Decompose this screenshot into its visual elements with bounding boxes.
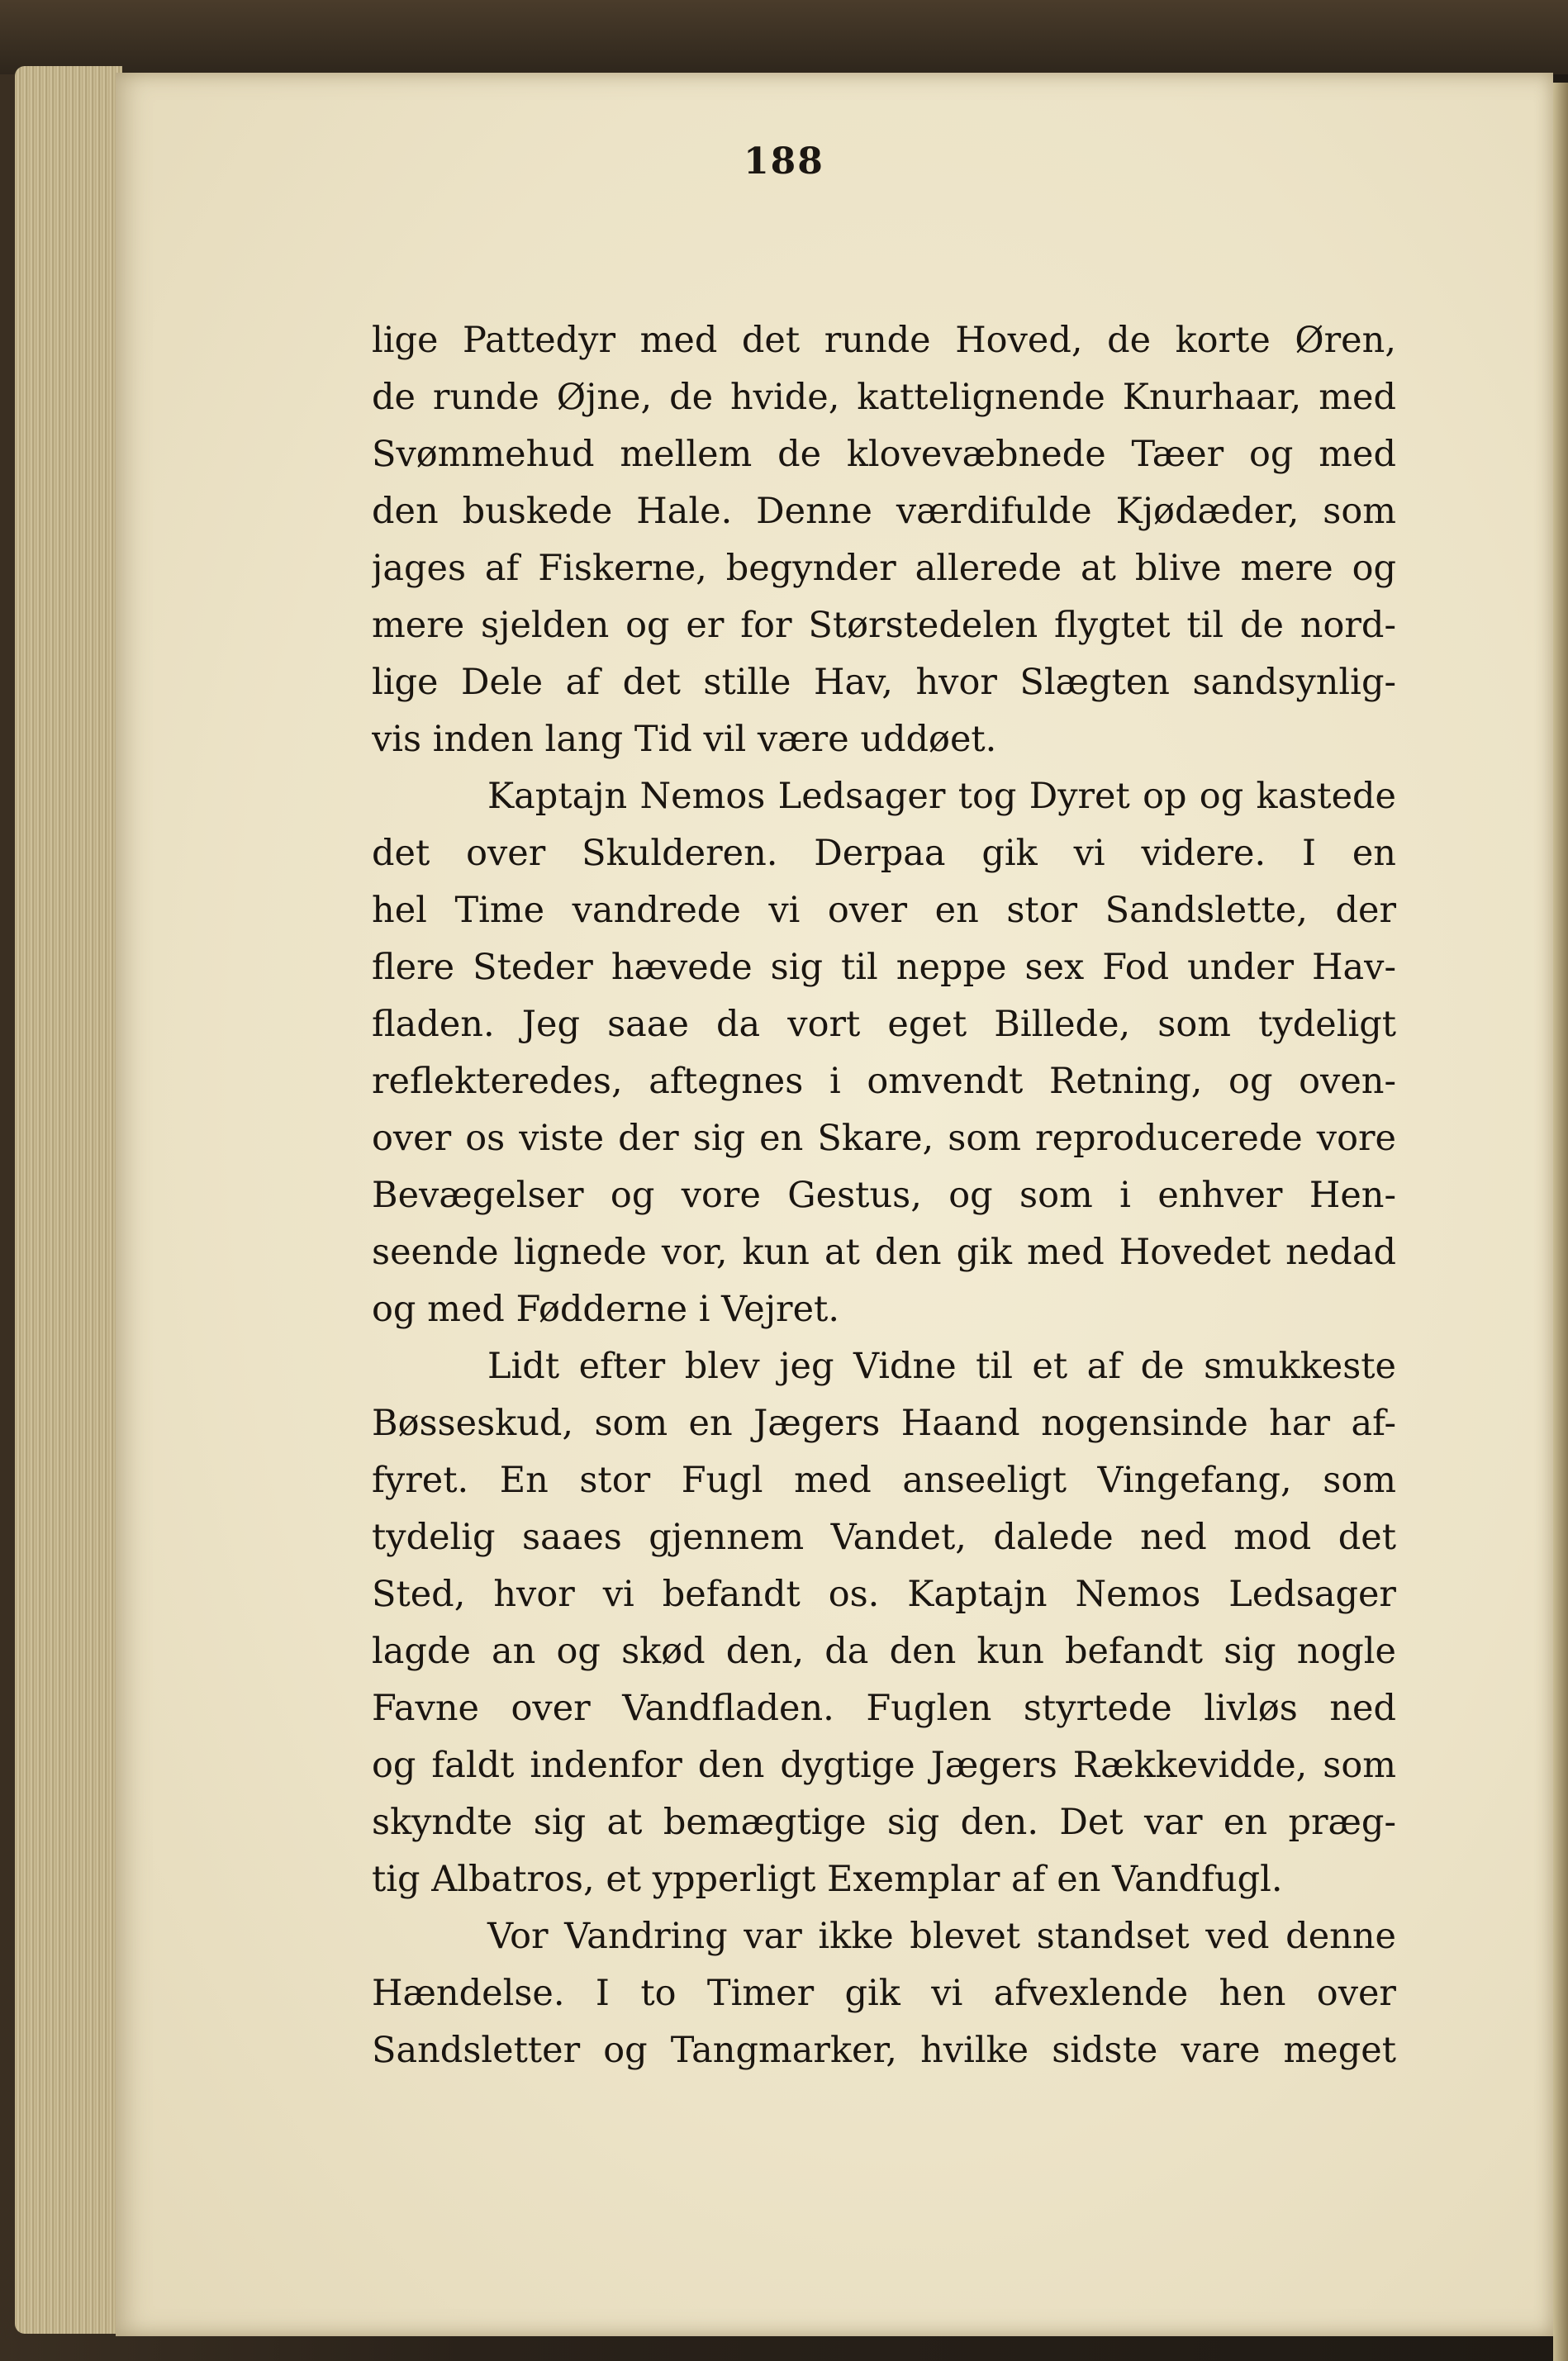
- text-line: mere sjelden og er for Størstedelen flygtet til de nord-: [372, 605, 1396, 646]
- text-line: lagde an og skød den, da den kun befandt sig nogle: [372, 1631, 1396, 1672]
- text-line: Sted, hvor vi befandt os. Kaptajn Nemos Ledsager: [372, 1574, 1396, 1615]
- text-line: seende lignede vor, kun at den gik med Hovedet nedad: [372, 1232, 1396, 1273]
- text-line: flere Steder hævede sig til neppe sex Fod under Hav-: [372, 947, 1396, 988]
- text-line: og med Fødderne i Vejret.: [372, 1289, 839, 1330]
- text-line: tydelig saaes gjennem Vandet, dalede ned mod det: [372, 1517, 1396, 1558]
- text-line: fladen. Jeg saae da vort eget Billede, som tydeligt: [372, 1004, 1396, 1045]
- text-line: Bøsseskud, som en Jægers Haand nogensinde har af-: [372, 1403, 1396, 1444]
- text-line: skyndte sig at bemægtige sig den. Det var en præg-: [372, 1802, 1396, 1843]
- text-line: hel Time vandrede vi over en stor Sandslette, der: [372, 890, 1396, 931]
- text-line: lige Dele af det stille Hav, hvor Slægten sandsynlig-: [372, 662, 1396, 703]
- text-line: fyret. En stor Fugl med anseeligt Vingefang, som: [372, 1460, 1396, 1501]
- text-line: Hændelse. I to Timer gik vi afvexlende hen over: [372, 1973, 1396, 2014]
- text-line: Bevægelser og vore Gestus, og som i enhver Hen-: [372, 1175, 1396, 1216]
- text-line: det over Skulderen. Derpaa gik vi videre. I en: [372, 833, 1396, 874]
- text-line: Sandsletter og Tangmarker, hvilke sidste vare meget: [372, 2030, 1396, 2071]
- text-line: vis inden lang Tid vil være uddøet.: [372, 719, 997, 760]
- text-line: jages af Fiskerne, begynder allerede at blive mere og: [372, 548, 1396, 589]
- body-text: [372, 312, 1396, 2079]
- text-line: tig Albatros, et ypperligt Exemplar af en Vandfugl.: [372, 1859, 1283, 1900]
- text-line: lige Pattedyr med det runde Hoved, de korte Øren,: [372, 320, 1396, 361]
- text-line: Kaptajn Nemos Ledsager tog Dyret op og kastede: [487, 776, 1396, 817]
- text-line: og faldt indenfor den dygtige Jægers Rækkevidde, som: [372, 1745, 1396, 1786]
- text-line: Svømmehud mellem de klovevæbnede Tæer og med: [372, 434, 1396, 475]
- book-cover-top: [0, 0, 1568, 74]
- text-line: reflekteredes, aftegnes i omvendt Retning, og oven-: [372, 1061, 1396, 1102]
- text-line: Favne over Vandfladen. Fuglen styrtede livløs ned: [372, 1688, 1396, 1729]
- text-line: Lidt efter blev jeg Vidne til et af de smukkeste: [487, 1346, 1396, 1387]
- page-number: 188: [744, 140, 824, 183]
- right-page-edge: [1553, 83, 1568, 2361]
- text-line: over os viste der sig en Skare, som reproducerede vore: [372, 1118, 1396, 1159]
- text-line: Vor Vandring var ikke blevet standset ved denne: [487, 1916, 1396, 1957]
- page-edges: [15, 66, 122, 2334]
- text-line: de runde Øjne, de hvide, kattelignende Knurhaar, med: [372, 377, 1396, 418]
- text-line: den buskede Hale. Denne værdifulde Kjødæder, som: [372, 491, 1396, 532]
